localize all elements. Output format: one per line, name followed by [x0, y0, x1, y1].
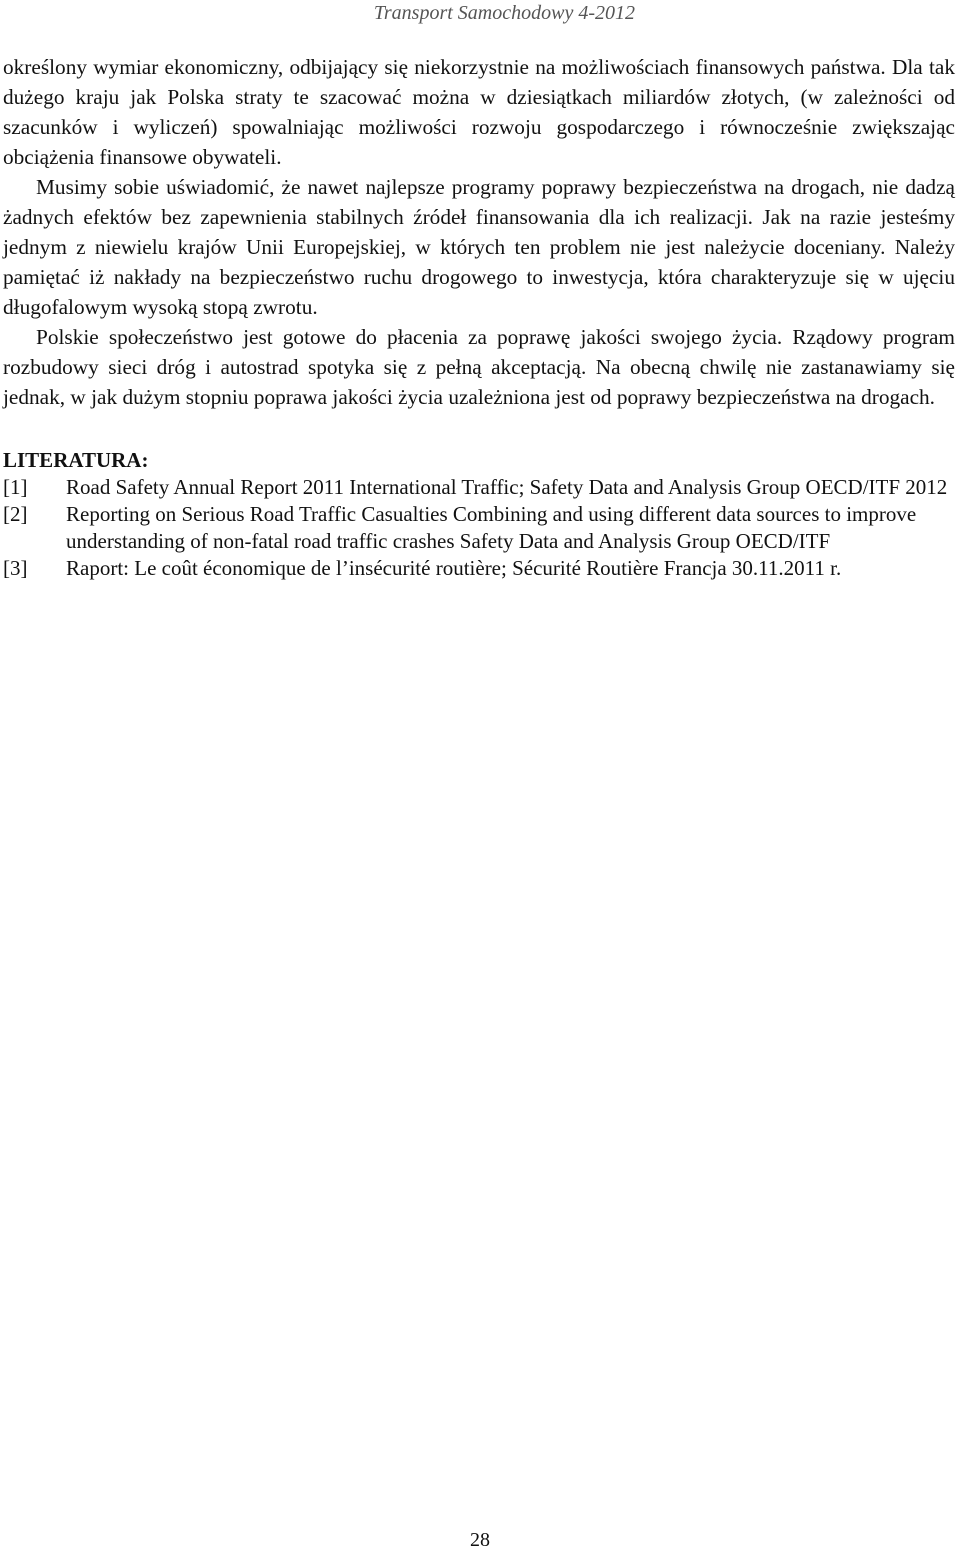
reference-item-2 [3, 501, 955, 555]
reference-number: [3] [3, 556, 28, 580]
body-paragraph-2: Musimy sobie uświadomić, że nawet najlepsze programy poprawy bezpieczeństwa na drogach, nie dadzą żadnych efektów bez zapewnienia stabilnych źródeł finansowania dla ich realizacji. Jak na razie jesteśmy jednym z niewielu krajów Unii Europejskiej, w których ten problem nie jest należycie doceniany. Należy pamiętać iż nakłady na bezpieczeństwo ruchu drogowego to inwestycja, która charakteryzuje się w ujęciu długofalowym wysoką stopą zwrotu. [3, 175, 955, 319]
reference-number: [1] [3, 475, 28, 499]
page-content [3, 52, 955, 582]
reference-item-3 [3, 555, 955, 582]
literature-heading: LITERATURA: [3, 448, 149, 472]
reference-number: [2] [3, 502, 28, 526]
body-paragraph-1: określony wymiar ekonomiczny, odbijający się niekorzystnie na możliwościach finansowych państwa. Dla tak dużego kraju jak Polska straty te szacować można w dziesiątkach miliardów złotych, (w zależności od szacunków i wyliczeń) spowalniając możliwości rozwoju gospodarczego i równocześnie zwiększając obciążenia finansowe obywateli. [3, 55, 955, 169]
reference-text: Reporting on Serious Road Traffic Casualties Combining and using different data sources to improve understanding of non-fatal road traffic crashes Safety Data and Analysis Group OECD/ITF [66, 502, 917, 553]
reference-text: Raport: Le coût économique de l’insécurité routière; Sécurité Routière Francja 30.11.2011 r. [66, 556, 842, 580]
running-header: Transport Samochodowy 4-2012 [373, 2, 635, 24]
page-number: 28 [470, 1529, 490, 1551]
reference-list [3, 474, 955, 582]
reference-text: Road Safety Annual Report 2011 International Traffic; Safety Data and Analysis Group OECD/ITF 2012 [66, 475, 948, 499]
reference-item-1 [3, 474, 955, 501]
body-paragraph-3: Polskie społeczeństwo jest gotowe do płacenia za poprawę jakości swojego życia. Rządowy program rozbudowy sieci dróg i autostrad spotyka się z pełną akceptacją. Na obecną chwilę nie zastanawiamy się jednak, w jak dużym stopniu poprawa jakości życia uzależniona jest od poprawy bezpieczeństwa na drogach. [3, 325, 955, 409]
